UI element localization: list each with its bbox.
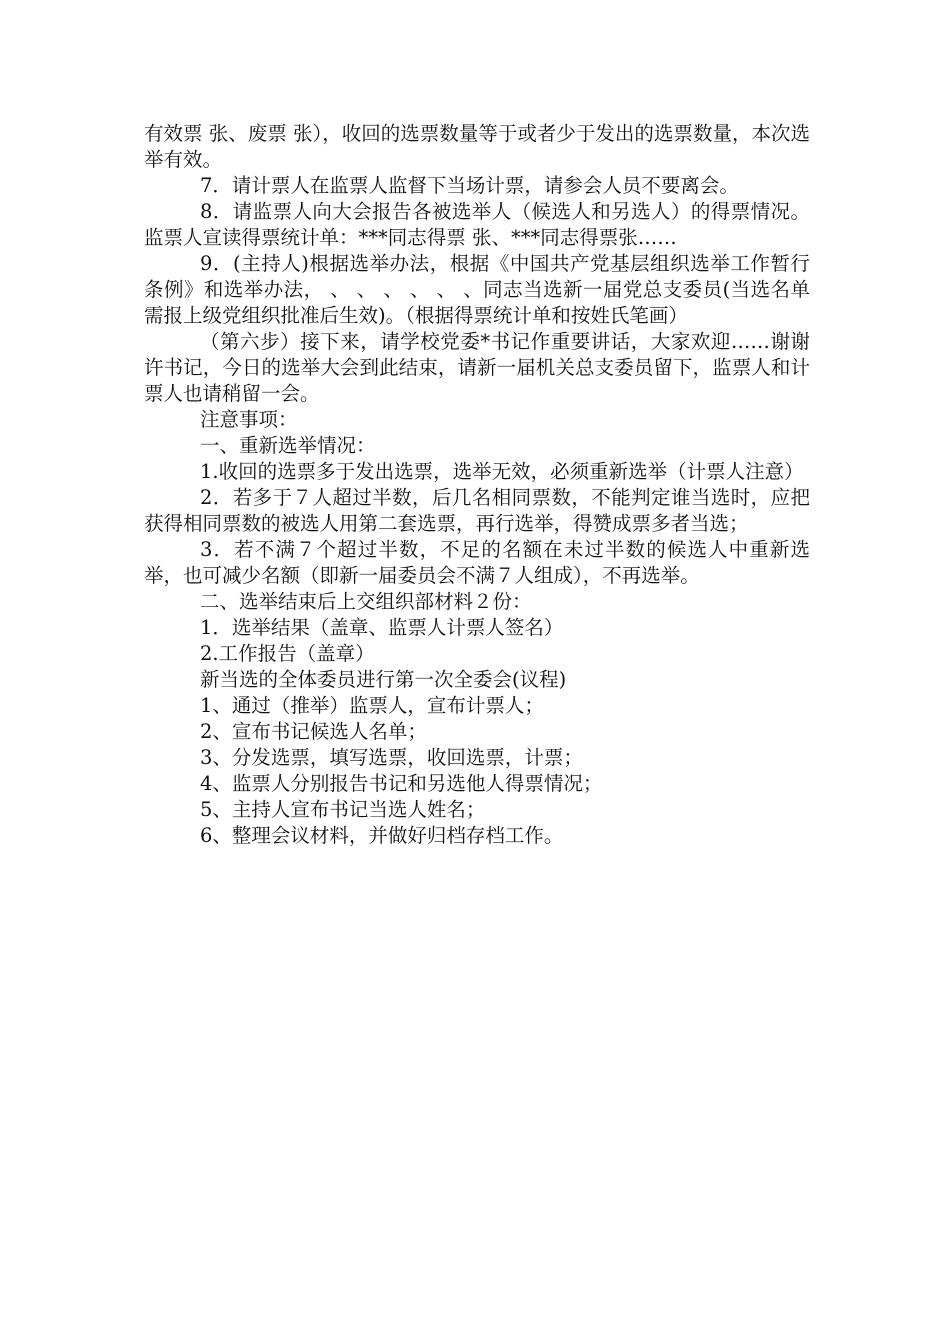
paragraph-ballot-validity: 有效票 张、废票 张），收回的选票数量等于或者少于发出的选票数量，本次选举有效。: [144, 122, 810, 171]
notes-heading: 注意事项：: [200, 408, 298, 431]
paragraph-step-9: 9．(主持人)根据选举办法，根据《中国共产党基层组织选举工作暂行条例》和选举办法， 、 、 、 、 、 、同志当选新一届党总支委员(当选名单需报上级党组织批准后生效)。（根据得票统计单和按姓氏笔画）: [144, 252, 810, 327]
agenda-item-6: 6、整理会议材料，并做好归档存档工作。: [200, 824, 564, 847]
document-body: [144, 121, 810, 849]
reelection-item-2: 2．若多于７人超过半数，后几名相同票数，不能判定谁当选时，应把获得相同票数的被选人用第二套选票，再行选举，得赞成票多者当选；: [144, 486, 810, 535]
section-heading-reelection: 一、重新选举情况：: [200, 434, 376, 457]
paragraph-step-8: 8．请监票人向大会报告各被选举人（候选人和另选人）的得票情况。监票人宣读得票统计单：***同志得票 张、***同志得票张……: [144, 200, 810, 249]
materials-item-1: 1．选举结果（盖章、监票人计票人签名）: [200, 616, 564, 639]
materials-item-2: 2.工作报告（盖章）: [200, 642, 375, 665]
paragraph-step-6-closing: （第六步）接下来，请学校党委*书记作重要讲话，大家欢迎……谢谢许书记，今日的选举大会到此结束，请新一届机关总支委员留下，监票人和计票人也请稍留一会。: [144, 330, 810, 405]
agenda-item-1: 1、通过（推举）监票人，宣布计票人；: [200, 694, 544, 717]
paragraph-step-7: 7．请计票人在监票人监督下当场计票，请参会人员不要离会。: [200, 174, 739, 197]
section-heading-materials: 二、选举结束后上交组织部材料２份：: [200, 590, 532, 613]
reelection-item-1: 1.收回的选票多于发出选票，选举无效，必须重新选举（计票人注意）: [200, 460, 804, 483]
first-plenary-heading: 新当选的全体委员进行第一次全委会(议程): [200, 668, 567, 691]
agenda-item-4: 4、监票人分别报告书记和另选他人得票情况；: [200, 772, 603, 795]
agenda-item-5: 5、主持人宣布书记当选人姓名；: [200, 798, 486, 821]
agenda-item-3: 3、分发选票，填写选票，收回选票，计票；: [200, 746, 583, 769]
agenda-item-2: 2、宣布书记候选人名单；: [200, 720, 427, 743]
reelection-item-3: 3．若不满７个超过半数，不足的名额在未过半数的候选人中重新选举，也可减少名额（即新一届委员会不满７人组成），不再选举。: [144, 538, 810, 587]
